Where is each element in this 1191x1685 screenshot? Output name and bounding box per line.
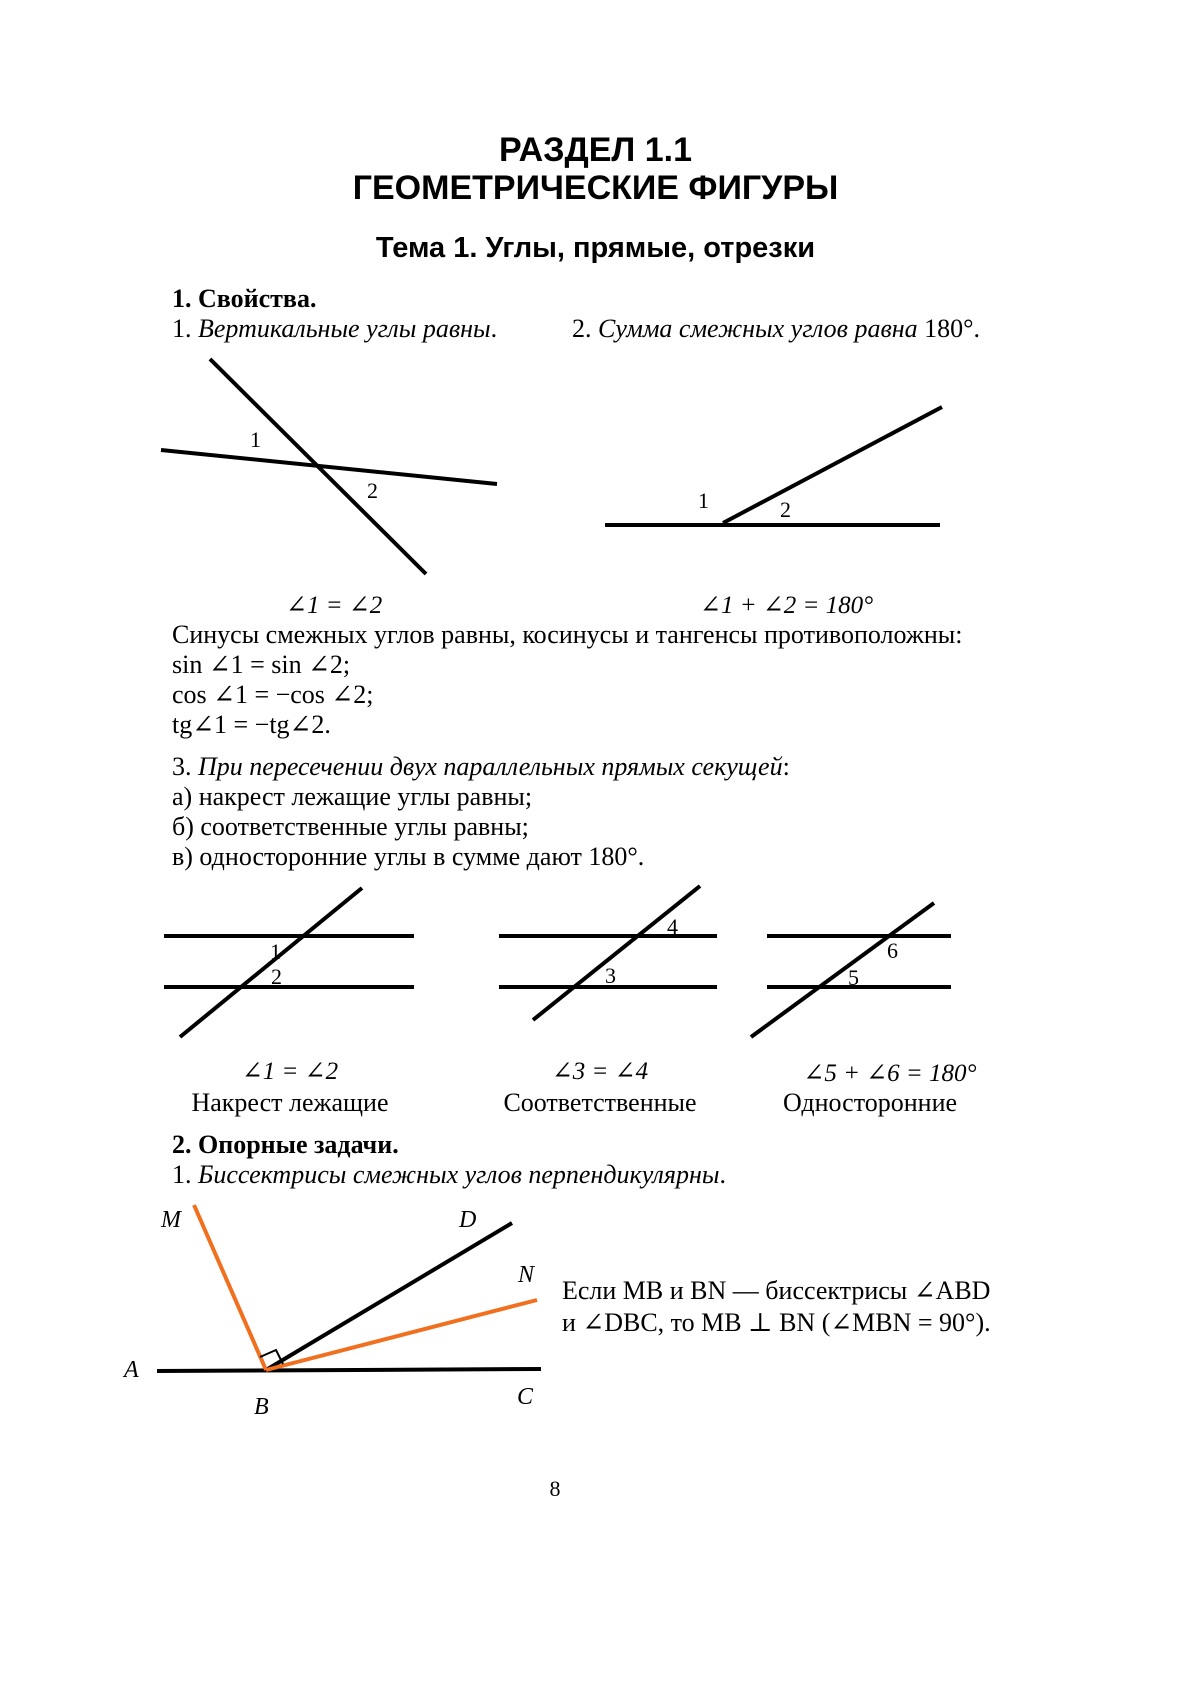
section-title: ГЕОМЕТРИЧЕСКИЕ ФИГУРЫ	[352, 169, 839, 207]
task-1: 1. Биссектрисы смежных углов перпендикулярны.	[172, 1160, 726, 1189]
point-label-B: B	[254, 1394, 269, 1420]
section-number: РАЗДЕЛ 1.1	[498, 131, 692, 169]
bisector-BM	[194, 1205, 266, 1370]
property-3a: а) накрест лежащие углы равны;	[172, 782, 533, 811]
corresponding-angles-figure	[495, 880, 725, 1030]
topic-title: Тема 1. Углы, прямые, отрезки	[375, 232, 816, 264]
corresponding-angles-formula: ∠3 = ∠4	[551, 1058, 649, 1085]
page-number: 8	[549, 1476, 561, 1501]
angle-label-5: 5	[848, 965, 859, 990]
ray-BD	[266, 1223, 512, 1370]
adjacent-angles-figure	[595, 395, 955, 535]
transversal	[751, 903, 934, 1037]
angle-label-4: 4	[667, 914, 678, 939]
point-label-N: N	[518, 1262, 535, 1288]
bisectors-figure	[115, 1195, 555, 1430]
angle-label-1: 1	[270, 939, 281, 964]
angle-label-1: 1	[250, 427, 261, 452]
point-label-D: D	[459, 1207, 477, 1233]
line-AC	[157, 1369, 541, 1371]
point-label-A: A	[124, 1357, 139, 1383]
transversal	[533, 886, 700, 1020]
angle-label-2: 2	[367, 478, 378, 503]
property-3: 3. При пересечении двух параллельных прямых секущей:	[172, 752, 790, 781]
trig-line-sin: sin ∠1 = sin ∠2;	[172, 650, 351, 679]
adjacent-angles-formula: ∠1 + ∠2 = 180°	[700, 592, 874, 619]
co-interior-angles-figure	[745, 895, 960, 1045]
property-3b: б) соответственные углы равны;	[172, 812, 529, 841]
problems-heading: 2. Опорные задачи.	[172, 1130, 399, 1159]
angle-label-2: 2	[271, 964, 282, 989]
point-label-C: C	[517, 1384, 534, 1410]
trig-line-tg: tg∠1 = −tg∠2.	[172, 710, 331, 739]
bisector-BN	[266, 1300, 537, 1370]
co-interior-angles-formula: ∠5 + ∠6 = 180°	[803, 1060, 977, 1087]
angle-label-6: 6	[887, 938, 898, 963]
angle-label-1: 1	[698, 488, 709, 513]
corresponding-angles-caption: Соответственные	[503, 1088, 697, 1117]
vertical-angles-figure	[150, 350, 510, 585]
line-2	[210, 359, 426, 574]
alternate-angles-formula: ∠1 = ∠2	[241, 1058, 339, 1085]
property-1: 1. Вертикальные углы равны.	[172, 314, 498, 343]
trig-intro: Синусы смежных углов равны, косинусы и тангенсы противоположны:	[172, 620, 963, 649]
ray	[723, 407, 942, 523]
properties-heading: 1. Свойства.	[172, 284, 317, 313]
trig-line-cos: cos ∠1 = −cos ∠2;	[172, 680, 374, 709]
point-label-M: M	[161, 1207, 181, 1233]
co-interior-angles-caption: Односторонние	[782, 1088, 958, 1117]
angle-label-3: 3	[605, 963, 616, 988]
bisector-statement-line-1: Если MB и BN — биссектрисы ∠ABD	[562, 1276, 991, 1305]
property-2: 2. Сумма смежных углов равна 180°.	[572, 314, 981, 343]
angle-label-2: 2	[780, 497, 791, 522]
bisector-statement-line-2: и ∠DBC, то MB ⊥ BN (∠MBN = 90°).	[562, 1308, 991, 1337]
alternate-angles-figure	[160, 880, 420, 1045]
alternate-angles-caption: Накрест лежащие	[191, 1088, 389, 1117]
vertical-angles-formula: ∠1 = ∠2	[286, 592, 383, 619]
property-3c: в) односторонние углы в сумме дают 180°.	[172, 842, 645, 871]
